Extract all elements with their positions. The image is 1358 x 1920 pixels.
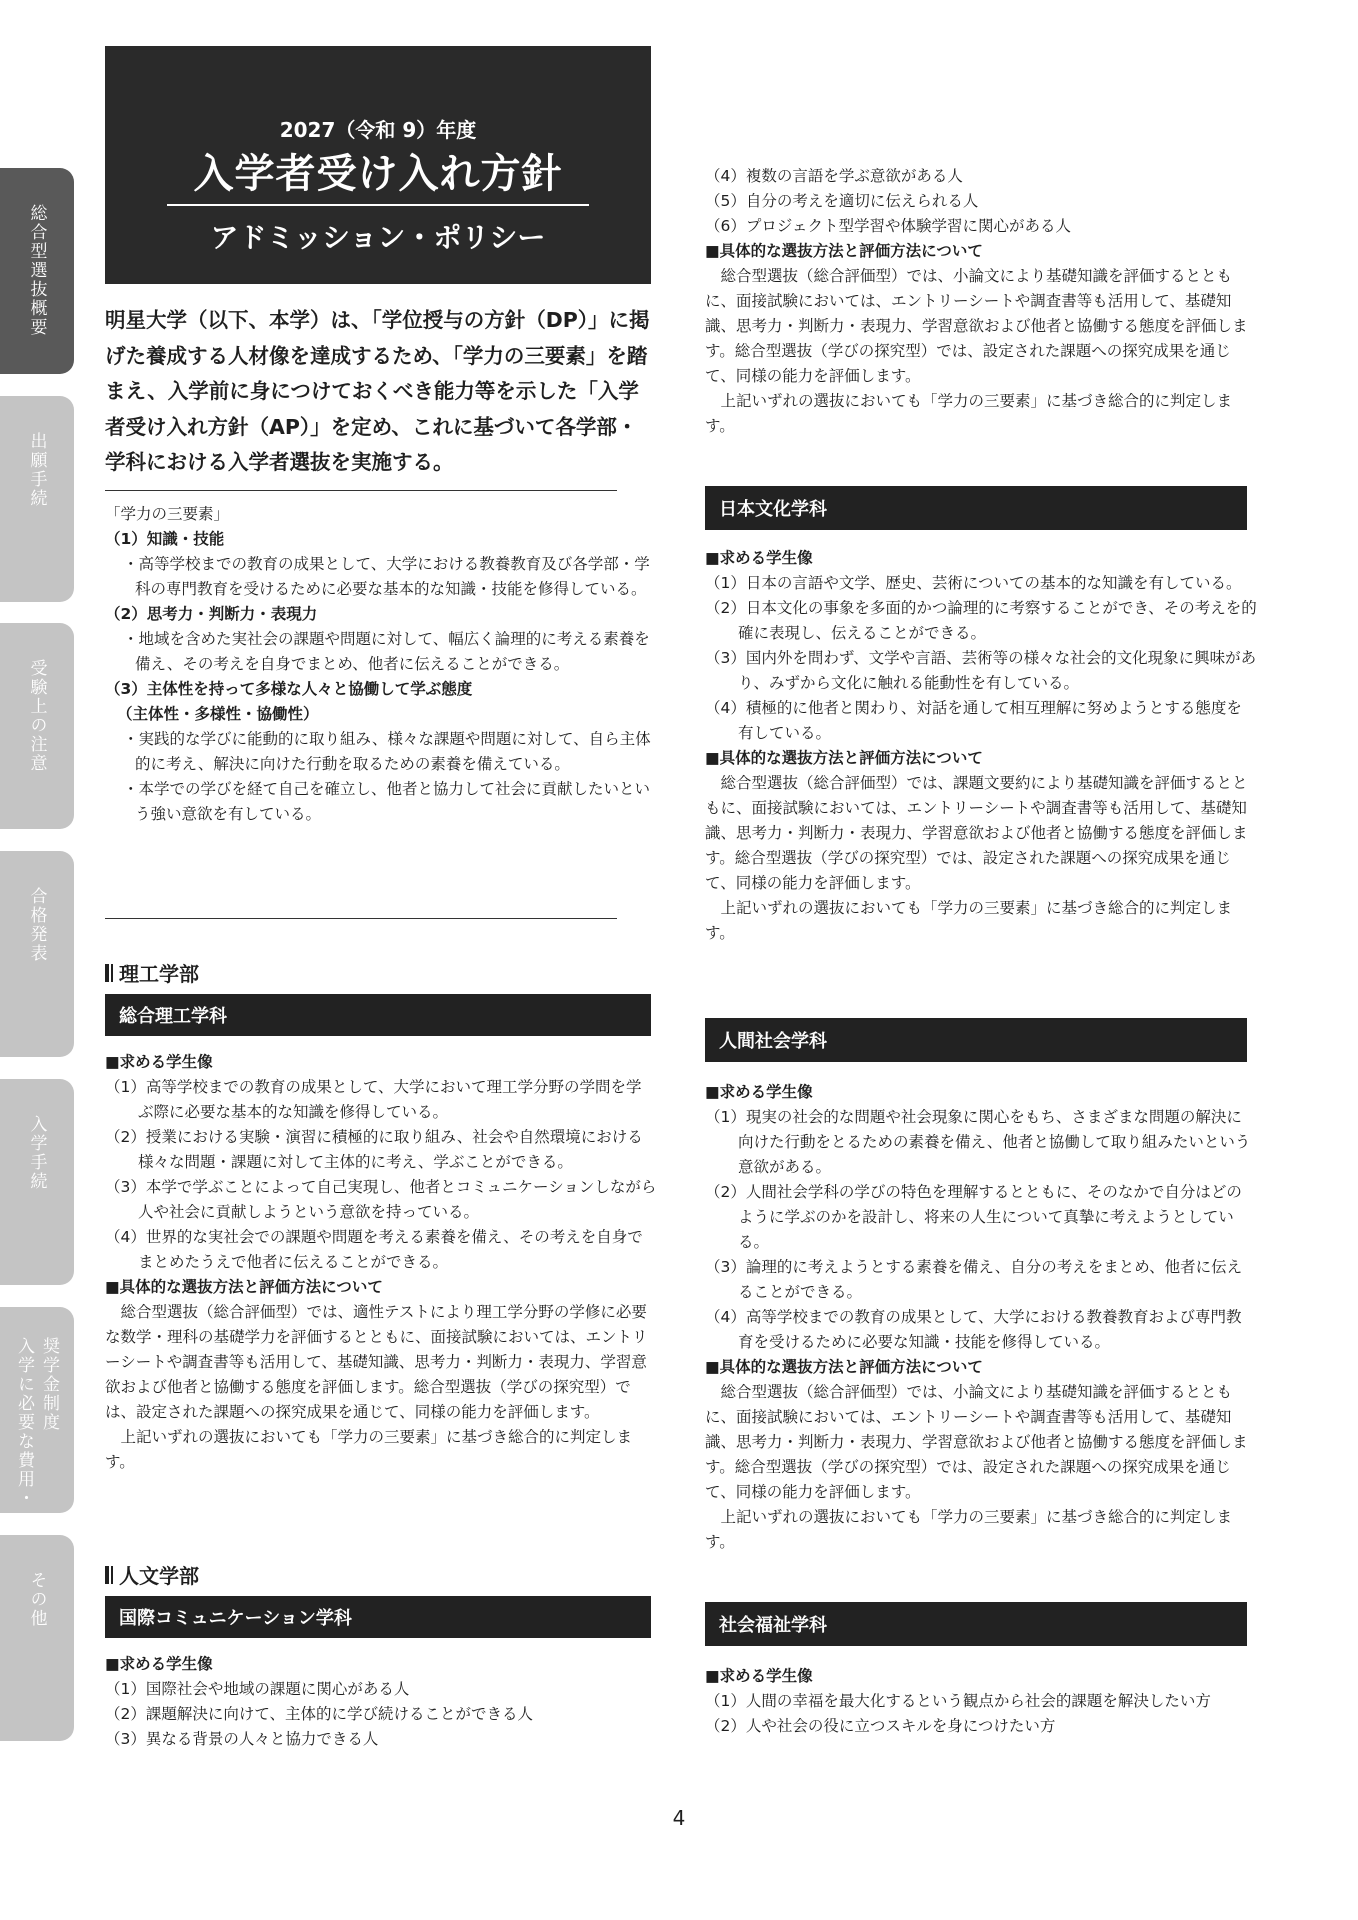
list-item: （2）人や社会の役に立つスキルを身につけたい方 (705, 1717, 1056, 1735)
list-item: （1）現実の社会的な問題や社会現象に関心をもち、さまざまな問題の解決に向けた行動をとるための素養を備え、他者と協働して取り組みたいという意欲がある。 (705, 1108, 1251, 1176)
page-subtitle: アドミッション・ポリシー (210, 221, 546, 254)
title-divider (167, 204, 589, 206)
divider-bottom (105, 918, 617, 919)
side-tab-overview[interactable] (0, 168, 74, 374)
side-tab-label: その他 (26, 1571, 47, 1628)
divider-top (105, 490, 617, 491)
wanted-heading: ■求める学生像 (705, 1667, 813, 1685)
dept-name: 日本文化学科 (719, 499, 827, 520)
element-3-desc-1: ・実践的な学びに能動的に取り組み、様々な課題や問題に対して、自ら主体的に考え、解決に向けた行動を取るための素養を備えている。 (123, 730, 651, 773)
side-tab-results[interactable] (0, 851, 74, 1057)
method-heading: ■具体的な選抜方法と評価方法について (705, 1358, 983, 1376)
page-title: 入学者受け入れ方針 (193, 151, 563, 197)
three-elements-title: 「学力の三要素」 (105, 505, 230, 523)
element-3-heading: （3）主体性を持って多様な人々と協働して学ぶ態度 (105, 680, 473, 698)
list-item: （3）異なる背景の人々と協力できる人 (105, 1730, 379, 1748)
faculty-heading-science (105, 958, 199, 987)
dept-header-social-welfare (705, 1602, 1247, 1646)
science-content (105, 1050, 657, 1475)
page-number: 4 (672, 1806, 686, 1830)
method-text: 総合型選抜（総合評価型）では、課題文要約により基礎知識を評価するとともに、面接試験においては、エントリーシートや調査書等も活用して、基礎知識、思考力・判断力・表現力、学習意欲および他者と協働する態度を評価します。総合型選抜（学びの探究型）では、設定された課題への探究成果を通じて、同様の能力を評価します。 (705, 774, 1248, 892)
element-2-desc: ・地域を含めた実社会の課題や問題に対して、幅広く論理的に考える素養を備え、その考えを自身でまとめ、他者に伝えることができる。 (123, 630, 650, 673)
list-item: （6）プロジェクト型学習や体験学習に関心がある人 (705, 217, 1072, 235)
dept-name: 人間社会学科 (719, 1031, 827, 1052)
list-item: （1）高等学校までの教育の成果として、大学において理工学分野の学問を学ぶ際に必要な基本的な知識を修得している。 (105, 1078, 642, 1121)
list-item: （4）積極的に他者と関わり、対話を通して相互理解に努めようとする態度を有している。 (705, 699, 1242, 742)
dept-header-human-society (705, 1018, 1247, 1062)
faculty-name: 理工学部 (119, 962, 199, 986)
social-welfare-content (705, 1664, 1257, 1739)
side-tab-fees-scholarship[interactable] (0, 1307, 74, 1513)
dept-name: 国際コミュニケーション学科 (119, 1608, 352, 1629)
list-item: （3）国内外を問わず、文学や言語、芸術等の様々な社会的文化現象に興味があり、みずから文化に触れる能動性を有している。 (705, 649, 1257, 692)
side-tab-enrollment[interactable] (0, 1079, 74, 1285)
element-2-heading: （2）思考力・判断力・表現力 (105, 605, 318, 623)
wanted-heading: ■求める学生像 (105, 1655, 213, 1673)
japanese-culture-content (705, 546, 1257, 946)
side-tab-label: 奨学金制度 (39, 1337, 59, 1432)
dept-name: 総合理工学科 (119, 1006, 227, 1027)
dept-header-science (105, 994, 651, 1036)
list-item: （4）複数の言語を学ぶ意欲がある人 (705, 167, 963, 185)
element-3-desc-2: ・本学での学びを経て自己を確立し、他者と協力して社会に貢献したいという強い意欲を有している。 (123, 780, 651, 823)
faculty-heading-humanities (105, 1560, 199, 1589)
list-item: （3）論理的に考えようとする素養を備え、自分の考えをまとめ、他者に伝えることができる。 (705, 1258, 1243, 1301)
side-tab-label: 総合型選抜概要 (26, 204, 47, 337)
list-item: （5）自分の考えを適切に伝えられる人 (705, 192, 979, 210)
side-tab-other[interactable] (0, 1535, 74, 1741)
method-heading: ■具体的な選抜方法と評価方法について (705, 749, 983, 767)
list-item: （2）課題解決に向けて、主体的に学び続けることができる人 (105, 1705, 534, 1723)
dept-header-japanese-culture (705, 486, 1247, 530)
side-tab-label: 入学手続 (26, 1115, 47, 1191)
intl-communication-content-cont (705, 164, 1257, 439)
method-note: 上記いずれの選抜においても「学力の三要素」に基づき総合的に判定します。 (705, 1508, 1233, 1551)
fiscal-year: 2027（令和 9）年度 (279, 118, 477, 142)
side-tab-label: 出願手続 (26, 432, 47, 508)
method-text: 総合型選抜（総合評価型）では、小論文により基礎知識を評価するとともに、面接試験においては、エントリーシートや調査書等も活用して、基礎知識、思考力・判断力・表現力、学習意欲および他者と協働する態度を評価します。総合型選抜（学びの探究型）では、設定された課題への探究成果を通じて、同様の能力を評価します。 (705, 267, 1248, 385)
side-tab-label: 入学に必要な費用・ (14, 1337, 34, 1508)
method-text: 総合型選抜（総合評価型）では、適性テストにより理工学分野の学修に必要な数学・理科の基礎学力を評価するとともに、面接試験においては、エントリーシートや調査書等も活用して、基礎知識、思考力・判断力・表現力、学習意欲および他者と協働する態度を評価します。総合型選抜（学びの探究型）では、設定された課題への探究成果を通じて、同様の能力を評価します。 (105, 1303, 648, 1421)
intl-communication-content (105, 1652, 657, 1752)
faculty-name: 人文学部 (119, 1564, 199, 1588)
side-tab-label: 受験上の注意 (26, 659, 47, 773)
list-item: （4）高等学校までの教育の成果として、大学における教養教育および専門教育を受けるために必要な知識・技能を修得している。 (705, 1308, 1242, 1351)
side-tab-exam-notes[interactable] (0, 623, 74, 829)
dept-header-intl-communication (105, 1596, 651, 1638)
side-tab-label: 合格発表 (26, 887, 47, 963)
wanted-heading: ■求める学生像 (705, 549, 813, 567)
list-item: （2）授業における実験・演習に積極的に取り組み、社会や自然環境における様々な問題・課題に対して主体的に考え、学ぶことができる。 (105, 1128, 643, 1171)
method-heading: ■具体的な選抜方法と評価方法について (705, 242, 983, 260)
dept-name: 社会福祉学科 (719, 1615, 827, 1636)
list-item: （4）世界的な実社会での課題や問題を考える素養を備え、その考えを自身でまとめたうえで他者に伝えることができる。 (105, 1228, 643, 1271)
element-1-heading: （1）知識・技能 (105, 530, 225, 548)
side-tab-application[interactable] (0, 396, 74, 602)
wanted-heading: ■求める学生像 (105, 1053, 213, 1071)
three-elements (105, 502, 657, 827)
element-1-desc: ・高等学校までの教育の成果として、大学における教養教育及び各学部・学科の専門教育を受けるために必要な基本的な知識・技能を修得している。 (123, 555, 650, 598)
method-note: 上記いずれの選抜においても「学力の三要素」に基づき総合的に判定します。 (705, 899, 1233, 942)
human-society-content (705, 1080, 1257, 1555)
element-3-subheading: （主体性・多様性・協働性） (117, 705, 319, 723)
list-item: （2）人間社会学科の学びの特色を理解するとともに、そのなかで自分はどのように学ぶのかを設計し、将来の人生について真摯に考えようとしている。 (705, 1183, 1242, 1251)
list-item: （3）本学で学ぶことによって自己実現し、他者とコミュニケーションしながら人や社会に貢献しようという意欲を持っている。 (105, 1178, 657, 1221)
list-item: （2）日本文化の事象を多面的かつ論理的に考察することができ、その考えを的確に表現し、伝えることができる。 (705, 599, 1257, 642)
list-item: （1）人間の幸福を最大化するという観点から社会的課題を解決したい方 (705, 1692, 1211, 1710)
method-note: 上記いずれの選抜においても「学力の三要素」に基づき総合的に判定します。 (105, 1428, 633, 1471)
method-text: 総合型選抜（総合評価型）では、小論文により基礎知識を評価するとともに、面接試験においては、エントリーシートや調査書等も活用して、基礎知識、思考力・判断力・表現力、学習意欲および他者と協働する態度を評価します。総合型選抜（学びの探究型）では、設定された課題への探究成果を通じて、同様の能力を評価します。 (705, 1383, 1248, 1501)
intro-paragraph: 明星大学（以下、本学）は、「学位授与の方針（DP）」に掲げた養成する人材像を達成するため、「学力の三要素」を踏まえ、入学前に身につけておくべき能力等を示した「入学者受け入れ方針（AP）」を定め、これに基づいて各学部・学科における入学者選抜を実施する。 (105, 308, 650, 474)
method-note: 上記いずれの選抜においても「学力の三要素」に基づき総合的に判定します。 (705, 392, 1233, 435)
wanted-heading: ■求める学生像 (705, 1083, 813, 1101)
list-item: （1）国際社会や地域の課題に関心がある人 (105, 1680, 410, 1698)
list-item: （1）日本の言語や文学、歴史、芸術についての基本的な知識を有している。 (705, 574, 1242, 592)
method-heading: ■具体的な選抜方法と評価方法について (105, 1278, 383, 1296)
title-block (105, 46, 651, 284)
